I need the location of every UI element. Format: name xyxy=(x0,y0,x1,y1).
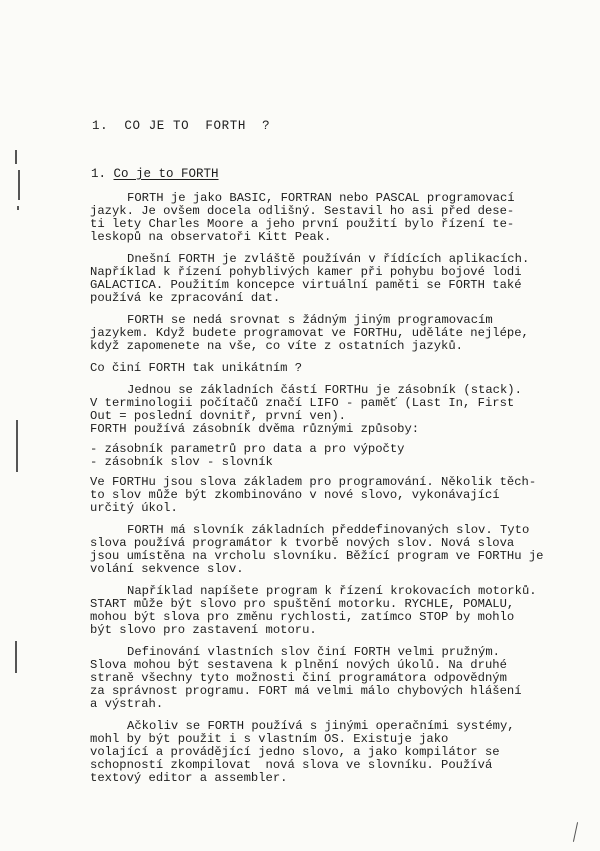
text-line: V terminologii počítačů značí LIFO - paměť (Last In, First xyxy=(90,396,515,410)
text-line: Ve FORTHu jsou slova základem pro programování. Několik těch- xyxy=(90,475,537,489)
text-line: textový editor a assembler. xyxy=(90,771,288,785)
scan-mark xyxy=(15,641,17,673)
text-line: jsou umístěna na vrcholu slovníku. Běžící program ve FORTHu je xyxy=(90,549,544,563)
chapter-title: 1. CO JE TO FORTH ? xyxy=(92,119,271,133)
text-line: slova používá programátor k tvorbě nových slov. Nová slova xyxy=(90,536,515,550)
text-line: jazykem. Když budete programovat ve FORTHu, uděláte nejlépe, xyxy=(90,326,529,340)
scan-mark xyxy=(573,822,578,842)
section-number: 1. xyxy=(91,167,114,181)
text-line: když zapomenete na vše, co víte z ostatních jazyků. xyxy=(90,339,463,353)
text-line: volání sekvence slov. xyxy=(90,562,244,576)
text-line: určitý úkol. xyxy=(90,501,178,515)
text-line: Jednou se základních částí FORTHu je zásobník (stack). xyxy=(127,383,522,397)
text-line: leskopů na observatoři Kitt Peak. xyxy=(90,230,332,244)
text-line: START může být slovo pro spuštění motorku. RYCHLE, POMALU, xyxy=(90,597,515,611)
text-line: Například k řízení pohyblivých kamer při pohybu bojové lodi xyxy=(90,265,522,279)
list-item: - zásobník parametrů pro data a pro výpočty xyxy=(90,442,405,456)
text-line: za správnost programu. FORT má velmi málo chybových hlášení xyxy=(90,684,522,698)
text-line: FORTH je jako BASIC, FORTRAN nebo PASCAL programovací xyxy=(127,191,515,205)
text-line: ti lety Charles Moore a jeho první použití bylo řízení te- xyxy=(90,217,515,231)
text-line: jazyk. Je ovšem docela odlišný. Sestavil ho asi před dese- xyxy=(90,204,515,218)
text-line: schopností zkompilovat nová slova ve slovníku. Používá xyxy=(90,758,493,772)
section-title: Co je to FORTH xyxy=(113,167,219,181)
text-line: to slov může být zkombinováno v nové slovo, vykonávající xyxy=(90,488,500,502)
scan-mark xyxy=(17,206,19,210)
text-line: mohl by být použit i s vlastním OS. Existuje jako xyxy=(90,732,449,746)
text-line: Dnešní FORTH je zvláště používán v řídících aplikacích. xyxy=(127,252,530,266)
text-line: Definování vlastních slov činí FORTH velmi pružným. xyxy=(127,645,500,659)
subheading-line: Co činí FORTH tak unikátním ? xyxy=(90,361,303,375)
text-line: FORTH používá zásobník dvěma různými způsoby: xyxy=(90,422,420,436)
text-line: být slovo pro zastavení motoru. xyxy=(90,623,317,637)
list-item: - zásobník slov - slovník xyxy=(90,455,273,469)
text-line: Slova mohou být sestavena k plnění nových úkolů. Na druhé xyxy=(90,658,507,672)
text-line: GALACTICA. Použitím koncepce virtuální paměti se FORTH také xyxy=(90,278,522,292)
text-line: Ačkoliv se FORTH používá s jinými operačními systémy, xyxy=(127,719,515,733)
text-line: FORTH se nedá srovnat s žádným jiným programovacím xyxy=(127,313,493,327)
text-line: a výstrah. xyxy=(90,697,164,711)
text-line: mohou být slova pro změnu rychlosti, zatímco STOP by mohlo xyxy=(90,610,515,624)
scan-mark xyxy=(16,420,18,472)
text-line: používá ke zpracování dat. xyxy=(90,291,281,305)
scan-mark xyxy=(18,170,20,200)
text-line: Out = poslední dovnitř, první ven). xyxy=(90,409,346,423)
section-heading xyxy=(91,167,219,181)
text-line: volající a provádějící jedno slovo, a jako kompilátor se xyxy=(90,745,500,759)
text-line: Například napíšete program k řízení krokovacích motorků. xyxy=(127,584,537,598)
text-line: straně všechny tyto možnosti činí programátora odpovědným xyxy=(90,671,507,685)
text-line: FORTH má slovník základních předdefinovaných slov. Tyto xyxy=(127,523,530,537)
scan-mark xyxy=(15,150,17,164)
